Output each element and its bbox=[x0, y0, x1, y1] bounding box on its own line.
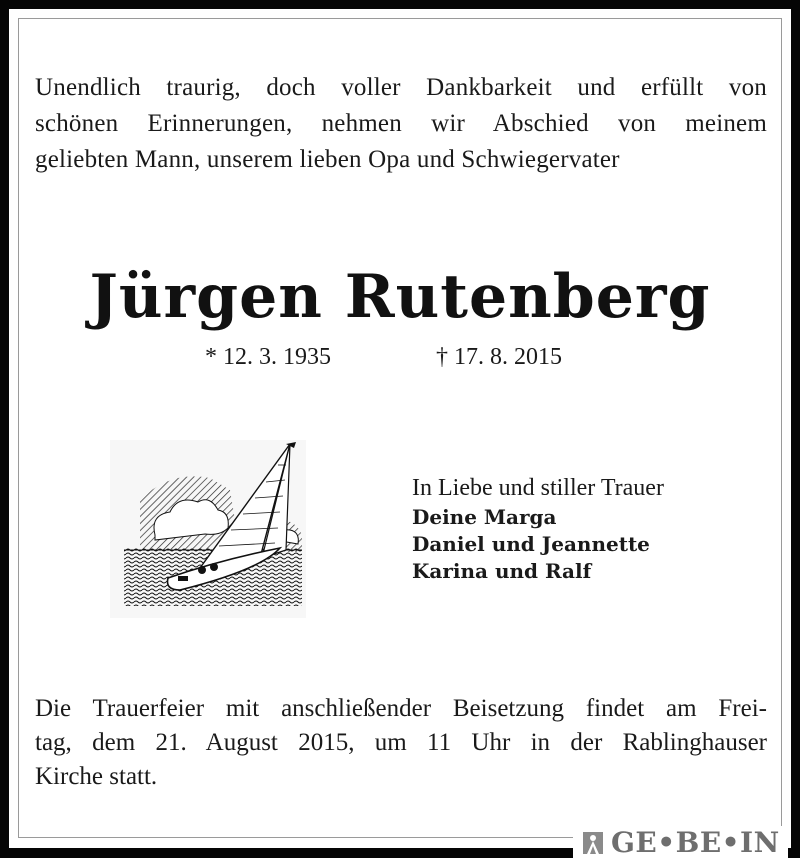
mourner-names bbox=[412, 504, 664, 585]
mourners-lead: In Liebe und stiller Trauer bbox=[412, 475, 664, 501]
service-info bbox=[35, 692, 767, 794]
sailboat-icon bbox=[110, 440, 306, 618]
intro-text bbox=[35, 70, 767, 178]
service-line: Die Trauerfeier mit anschließender Beisetzung findet am Frei- bbox=[35, 695, 767, 722]
intro-line: geliebten Mann, unserem lieben Opa und Schwiegervater bbox=[35, 146, 620, 173]
intro-line: schönen Erinnerungen, nehmen wir Abschied von meinem bbox=[35, 110, 767, 137]
logo-text: GE•BE•IN bbox=[611, 826, 780, 859]
intro-line: Unendlich traurig, doch voller Dankbarkeit und erfüllt von bbox=[35, 74, 767, 101]
publisher-logo bbox=[573, 826, 788, 860]
service-line: tag, dem 21. August 2015, um 11 Uhr in der Rablinghauser bbox=[35, 729, 767, 756]
mourner-name: Daniel und Jeannette bbox=[412, 532, 650, 556]
service-line: Kirche statt. bbox=[35, 763, 158, 790]
death-date: † 17. 8. 2015 bbox=[436, 344, 562, 370]
mourner-name: Deine Marga bbox=[412, 505, 557, 529]
deceased-name: Jürgen Rutenberg bbox=[89, 262, 711, 332]
mourner-name: Karina und Ralf bbox=[412, 559, 592, 583]
gebein-logo-icon bbox=[581, 830, 605, 856]
mourners-block bbox=[412, 472, 664, 585]
birth-date: * 12. 3. 1935 bbox=[205, 344, 331, 370]
